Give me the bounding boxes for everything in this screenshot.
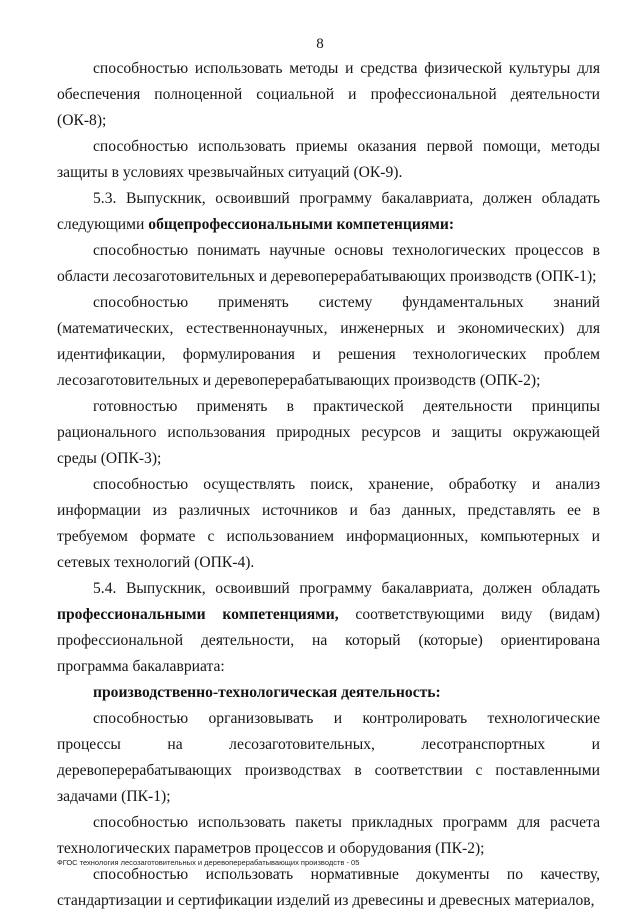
paragraph-5-3-text: 5.3. Выпускник, освоивший программу бакалавриата, должен обладать следующими — [57, 190, 600, 233]
paragraph-5-4-text: 5.4. Выпускник, освоивший программу бакалавриата, должен обладать — [93, 580, 600, 597]
paragraph-opk1: способностью понимать научные основы технологических процессов в области лесозаготовительных и деревоперерабатывающих производств (ОПК-1); — [57, 242, 600, 285]
paragraph-5-3-bold: общепрофессиональными компетенциями: — [148, 216, 455, 233]
paragraph-opk2: способностью применять систему фундаментальных знаний (математических, естественнонаучных, инженерных и экономических) для идентификации, формулирования и решения технологических проблем лесозаготовительных и деревоперерабатывающих производств (ОПК-2); — [57, 294, 600, 389]
paragraph-opk4: способностью осуществлять поиск, хранение, обработку и анализ информации из различных источников и баз данных, представлять ее в требуемом формате с использованием информационных, компьютерных и сетевых технологий (ОПК-4). — [57, 476, 600, 571]
paragraph-ok9: способностью использовать приемы оказания первой помощи, методы защиты в условиях чрезвычайных ситуаций (ОК-9). — [57, 138, 600, 181]
paragraph-5-4-rest: соответствующими виду (видам) профессиональной деятельности, на который (которые) ориентирована программа бакалавриата: — [57, 606, 600, 675]
section-heading: производственно-технологическая деятельность: — [93, 684, 441, 701]
paragraph-pk3: способностью использовать нормативные документы по качеству, стандартизации и сертификации изделий из древесины и древесных материалов, — [57, 866, 600, 909]
page-footer: ФГОС технология лесозаготовительных и деревоперерабатывающих производств - 05 — [57, 858, 360, 867]
paragraph-5-4 — [57, 576, 600, 680]
page-number: 8 — [316, 36, 324, 52]
paragraph-5-4-bold: профессиональными компетенциями, — [57, 606, 339, 623]
paragraph-pk2: способностью использовать пакеты прикладных программ для расчета технологических параметров процессов и оборудования (ПК-2); — [57, 814, 600, 857]
document-body — [57, 56, 600, 914]
paragraph-pk1: способностью организовывать и контролировать технологические процессы на лесозаготовительных, лесотранспортных и деревоперерабатывающих производствах в соответствии с поставленными задачами (ПК-1); — [57, 710, 600, 805]
paragraph-opk3: готовностью применять в практической деятельности принципы рационального использования природных ресурсов и защиты окружающей среды (ОПК-3); — [57, 398, 600, 467]
paragraph-5-3 — [57, 186, 600, 238]
paragraph-ok8: способностью использовать методы и средства физической культуры для обеспечения полноценной социальной и профессиональной деятельности (ОК-8); — [57, 60, 600, 129]
